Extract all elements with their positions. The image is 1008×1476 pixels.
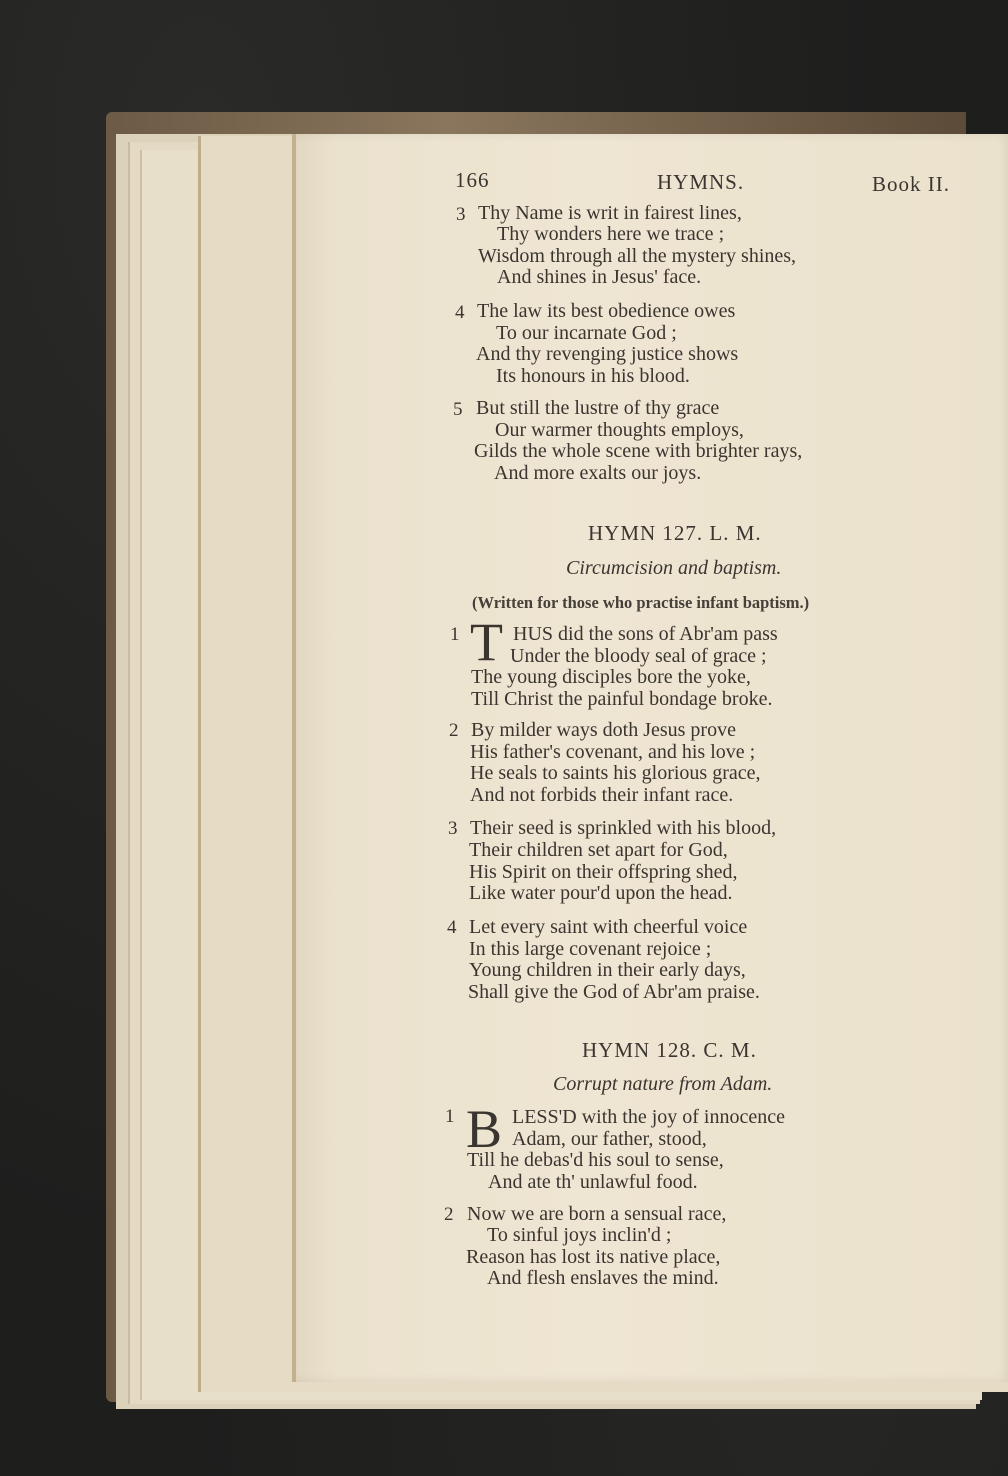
- page-number: 166: [455, 168, 490, 192]
- book-label: Book II.: [872, 172, 950, 196]
- drop-cap: B: [466, 1099, 503, 1159]
- stanza-number: 4: [455, 302, 465, 323]
- stanza-number: 5: [453, 399, 463, 420]
- verse-line: Till Christ the painful bondage broke.: [471, 688, 773, 710]
- verse-line: He seals to saints his glorious grace,: [470, 762, 761, 784]
- hymn-title: HYMN 127. L. M.: [588, 521, 762, 545]
- verse-line: But still the lustre of thy grace: [476, 397, 720, 419]
- verse-line: To our incarnate God ;: [496, 322, 677, 344]
- verse-line: Till he debas'd his soul to sense,: [467, 1149, 724, 1171]
- verse-line: Thy Name is writ in fairest lines,: [478, 202, 742, 224]
- verse-line: And shines in Jesus' face.: [497, 266, 702, 288]
- verse-line: Like water pour'd upon the head.: [469, 882, 733, 904]
- stanza-number: 3: [448, 818, 458, 839]
- verse-line: Adam, our father, stood,: [512, 1128, 707, 1150]
- verse-line: His Spirit on their offspring shed,: [469, 861, 738, 883]
- stanza-number: 2: [449, 720, 459, 741]
- verse-line: In this large covenant rejoice ;: [469, 938, 712, 960]
- hymn-note: (Written for those who practise infant baptism.): [472, 593, 810, 612]
- verse-line: Our warmer thoughts employs,: [495, 419, 744, 441]
- verse-line: And flesh enslaves the mind.: [487, 1267, 719, 1289]
- verse-line: And ate th' unlawful food.: [488, 1171, 698, 1193]
- verse-line: To sinful joys inclin'd ;: [487, 1224, 672, 1246]
- verse-line: Thy wonders here we trace ;: [497, 223, 725, 245]
- verse-line: Their seed is sprinkled with his blood,: [470, 817, 777, 839]
- verse-line: Under the bloody seal of grace ;: [510, 645, 767, 667]
- verse-line: Reason has lost its native place,: [466, 1246, 721, 1268]
- stanza-number: 1: [450, 624, 460, 645]
- verse-line: Gilds the whole scene with brighter rays,: [474, 440, 803, 462]
- verse-line: And not forbids their infant race.: [470, 784, 734, 806]
- verse-line: Shall give the God of Abr'am praise.: [468, 981, 760, 1003]
- verse-line: By milder ways doth Jesus prove: [471, 719, 736, 741]
- hymn-subtitle: Corrupt nature from Adam.: [553, 1073, 773, 1095]
- drop-cap: T: [470, 612, 503, 672]
- verse-line: The law its best obedience owes: [477, 300, 736, 322]
- stanza-number: 3: [456, 204, 466, 225]
- stanza-number: 2: [444, 1204, 454, 1225]
- hymn-title: HYMN 128. C. M.: [582, 1038, 757, 1062]
- verse-line: And thy revenging justice shows: [476, 343, 739, 365]
- verse-line: And more exalts our joys.: [494, 462, 702, 484]
- stanza-number: 4: [447, 917, 457, 938]
- stanza-number: 1: [445, 1106, 455, 1127]
- verse-line: Their children set apart for God,: [469, 839, 728, 861]
- verse-line: Let every saint with cheerful voice: [469, 916, 748, 938]
- verse-line: LESS'D with the joy of innocence: [512, 1106, 785, 1128]
- verse-line: Now we are born a sensual race,: [467, 1203, 727, 1225]
- verse-line: HUS did the sons of Abr'am pass: [513, 623, 778, 645]
- hymn-subtitle: Circumcision and baptism.: [566, 557, 782, 579]
- verse-line: The young disciples bore the yoke,: [471, 666, 751, 688]
- verse-line: Wisdom through all the mystery shines,: [478, 245, 797, 267]
- verse-line: Young children in their early days,: [469, 959, 746, 981]
- running-title: HYMNS.: [657, 170, 745, 194]
- verse-line: His father's covenant, and his love ;: [470, 741, 756, 763]
- verse-line: Its honours in his blood.: [496, 365, 690, 387]
